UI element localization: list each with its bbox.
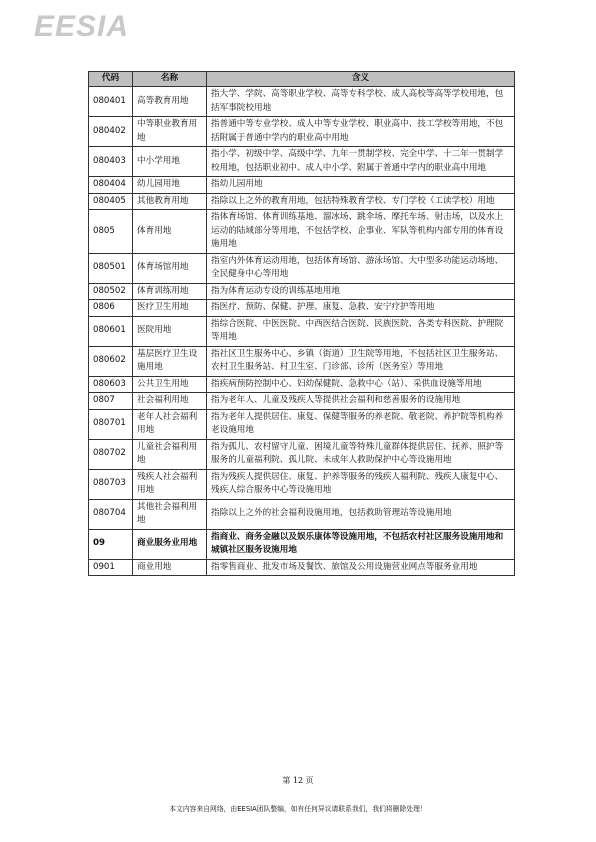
table-row [89, 177, 515, 194]
cell-code: 080404 [89, 177, 133, 194]
cell-name: 社会福利用地 [133, 393, 207, 410]
table-row [89, 439, 515, 469]
table-row [89, 87, 515, 117]
cell-name: 其他教育用地 [133, 193, 207, 210]
cell-name: 体育场馆用地 [133, 253, 207, 283]
cell-meaning: 指大学、学院、高等职业学校、高等专科学校、成人高校等高等学校用地，包括军事院校用地 [207, 87, 515, 117]
cell-name: 中小学用地 [133, 147, 207, 177]
cell-code: 080401 [89, 87, 133, 117]
table-body [89, 87, 515, 576]
cell-meaning: 指为孤儿、农村留守儿童、困境儿童等特殊儿童群体提供居住、抚养、照护等服务的儿童福利院、孤儿院、未成年人救助保护中心等设施用地 [207, 439, 515, 469]
footer-note: 本文内容来自网络，由EESIA团队整编，如有任何异议请联系我们，我们将删除处理！ [169, 805, 427, 813]
cell-name: 基层医疗卫生设施用地 [133, 346, 207, 376]
cell-meaning: 指商业、商务金融以及娱乐康体等设施用地，不包括农村社区服务设施用地和城镇社区服务设施用地 [207, 529, 515, 559]
cell-name: 体育用地 [133, 210, 207, 254]
cell-code: 080405 [89, 193, 133, 210]
cell-meaning: 指为残疾人提供居住、康复、护养等服务的残疾人福利院、残疾人康复中心、残疾人综合服务中心等设施用地 [207, 469, 515, 499]
table-row [89, 210, 515, 254]
cell-code: 080502 [89, 283, 133, 300]
cell-meaning: 指为体育运动专设的训练基地用地 [207, 283, 515, 300]
cell-code: 080603 [89, 376, 133, 393]
cell-meaning: 指室内外体育运动用地，包括体育场馆、游泳场馆、大中型多功能运动场地、全民健身中心等用地 [207, 253, 515, 283]
table-row [89, 559, 515, 576]
table-row [89, 393, 515, 410]
cell-meaning: 指幼儿园用地 [207, 177, 515, 194]
table-row [89, 346, 515, 376]
cell-meaning: 指疾病预防控制中心、妇幼保健院、急救中心（站）、采供血设施等用地 [207, 376, 515, 393]
table-row [89, 529, 515, 559]
cell-meaning: 指体育场馆、体育训练基地、溜冰场、跳伞场、摩托车场、射击场，以及水上运动的陆域部分等用地，不包括学校、企事业、军队等机构内部专用的体育设施用地 [207, 210, 515, 254]
cell-meaning: 指零售商业、批发市场及餐饮、旅馆及公用设施营业网点等服务业用地 [207, 559, 515, 576]
cell-meaning: 指小学、初级中学、高级中学、九年一贯制学校、完全中学、十二年一贯制学校用地，包括职业初中、成人中小学、附属于普通中学内的职业高中用地 [207, 147, 515, 177]
cell-meaning: 指为老年人、儿童及残疾人等提供社会福利和慈善服务的设施用地 [207, 393, 515, 410]
cell-name: 残疾人社会福利用地 [133, 469, 207, 499]
header-meaning: 含义 [207, 72, 515, 87]
cell-code: 080703 [89, 469, 133, 499]
cell-name: 幼儿园用地 [133, 177, 207, 194]
cell-name: 高等教育用地 [133, 87, 207, 117]
cell-name: 医疗卫生用地 [133, 300, 207, 317]
cell-code: 0805 [89, 210, 133, 254]
table-row [89, 253, 515, 283]
cell-code: 080602 [89, 346, 133, 376]
cell-name: 其他社会福利用地 [133, 499, 207, 529]
table-row [89, 469, 515, 499]
cell-meaning: 指综合医院、中医医院、中西医结合医院、民族医院、各类专科医院、护理院等用地 [207, 316, 515, 346]
cell-meaning: 指医疗、预防、保健、护理、康复、急救、安宁疗护等用地 [207, 300, 515, 317]
cell-name: 体育训练用地 [133, 283, 207, 300]
cell-code: 09 [89, 529, 133, 559]
cell-code: 0807 [89, 393, 133, 410]
cell-meaning: 指为老年人提供居住、康复、保健等服务的养老院、敬老院、养护院等机构养老设施用地 [207, 409, 515, 439]
header-name: 名称 [133, 72, 207, 87]
cell-name: 公共卫生用地 [133, 376, 207, 393]
eesia-logo: EESIA [34, 10, 130, 43]
cell-meaning: 指除以上之外的教育用地，包括特殊教育学校、专门学校（工读学校）用地 [207, 193, 515, 210]
cell-name: 商业服务业用地 [133, 529, 207, 559]
cell-code: 080403 [89, 147, 133, 177]
cell-meaning: 指社区卫生服务中心、乡镇（街道）卫生院等用地，不包括社区卫生服务站、农村卫生服务站、村卫生室、门诊部、诊所（医务室）等用地 [207, 346, 515, 376]
cell-meaning: 指除以上之外的社会福利设施用地，包括救助管理站等设施用地 [207, 499, 515, 529]
cell-name: 商业用地 [133, 559, 207, 576]
table-row [89, 409, 515, 439]
cell-code: 080402 [89, 117, 133, 147]
table-row [89, 300, 515, 317]
land-use-table [88, 71, 515, 576]
cell-code: 080702 [89, 439, 133, 469]
cell-code: 0901 [89, 559, 133, 576]
cell-meaning: 指普通中等专业学校、成人中等专业学校、职业高中、技工学校等用地，不包括附属于普通中学内的职业高中用地 [207, 117, 515, 147]
cell-name: 儿童社会福利用地 [133, 439, 207, 469]
table-header-row [89, 72, 515, 87]
table-row [89, 376, 515, 393]
table-row [89, 316, 515, 346]
cell-code: 080601 [89, 316, 133, 346]
cell-code: 0806 [89, 300, 133, 317]
table-row [89, 499, 515, 529]
cell-code: 080701 [89, 409, 133, 439]
cell-code: 080501 [89, 253, 133, 283]
table-row [89, 283, 515, 300]
cell-name: 老年人社会福利用地 [133, 409, 207, 439]
header-code: 代码 [89, 72, 133, 87]
page-number: 第 12 页 [282, 776, 314, 785]
cell-name: 中等职业教育用地 [133, 117, 207, 147]
table-row [89, 193, 515, 210]
table-row [89, 117, 515, 147]
cell-name: 医院用地 [133, 316, 207, 346]
cell-code: 080704 [89, 499, 133, 529]
table-row [89, 147, 515, 177]
